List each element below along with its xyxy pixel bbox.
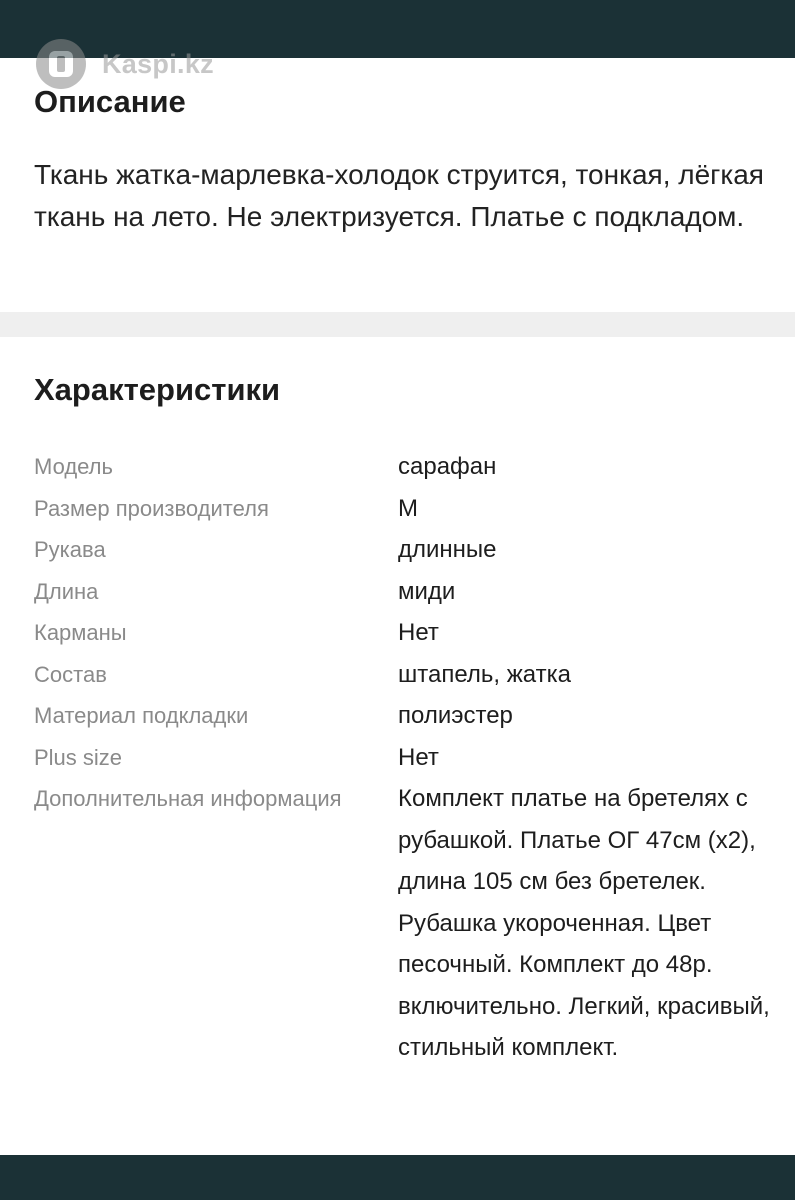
spec-row-size <box>34 488 774 530</box>
characteristics-list <box>34 446 774 1069</box>
spec-key: Материал подкладки <box>34 703 249 728</box>
spec-key: Длина <box>34 578 99 604</box>
spec-key: Дополнительная информация <box>34 786 342 811</box>
spec-row-length <box>34 571 774 613</box>
spec-row-composition <box>34 654 774 696</box>
description-text: Ткань жатка-марлевка-холодок струится, тонкая, лёгкая ткань на лето. Не электризуется. Платье с подкладом. <box>34 159 764 232</box>
spec-row-pockets <box>34 612 774 654</box>
spec-key: Модель <box>34 454 113 479</box>
spec-value: Нет <box>398 743 439 771</box>
spec-value: штапель, жатка <box>398 660 571 688</box>
section-divider <box>0 312 795 337</box>
spec-row-additional-info <box>34 778 774 1069</box>
spec-value: M <box>398 494 418 522</box>
spec-value: миди <box>398 577 456 605</box>
spec-value: Комплект платье на бретелях с рубашкой. Платье ОГ 47см (х2), длина 105 см без бретелек. Рубашка укороченная. Цвет песочный. Комплект до 48р. включительно. Легкий, красивый, стильный комплект. <box>398 785 770 1061</box>
spec-key: Рукава <box>34 537 106 562</box>
spec-value: сарафан <box>398 453 497 480</box>
spec-value: полиэстер <box>398 702 513 729</box>
watermark-text: Kaspi.kz <box>102 48 214 79</box>
bottom-bar <box>0 1155 795 1200</box>
description-title: Описание <box>34 84 186 119</box>
kaspi-watermark <box>36 38 214 90</box>
kaspi-logo-icon <box>36 39 86 89</box>
spec-row-sleeves <box>34 529 774 571</box>
spec-key: Состав <box>34 661 107 687</box>
spec-key: Размер производителя <box>34 495 269 521</box>
spec-key: Карманы <box>34 620 127 645</box>
characteristics-title: Характеристики <box>34 372 281 407</box>
spec-row-model <box>34 446 774 488</box>
spec-row-plus-size <box>34 737 774 779</box>
spec-value: Нет <box>398 619 439 646</box>
spec-key: Plus size <box>34 744 123 770</box>
spec-row-lining <box>34 695 774 737</box>
spec-value: длинные <box>398 536 497 563</box>
